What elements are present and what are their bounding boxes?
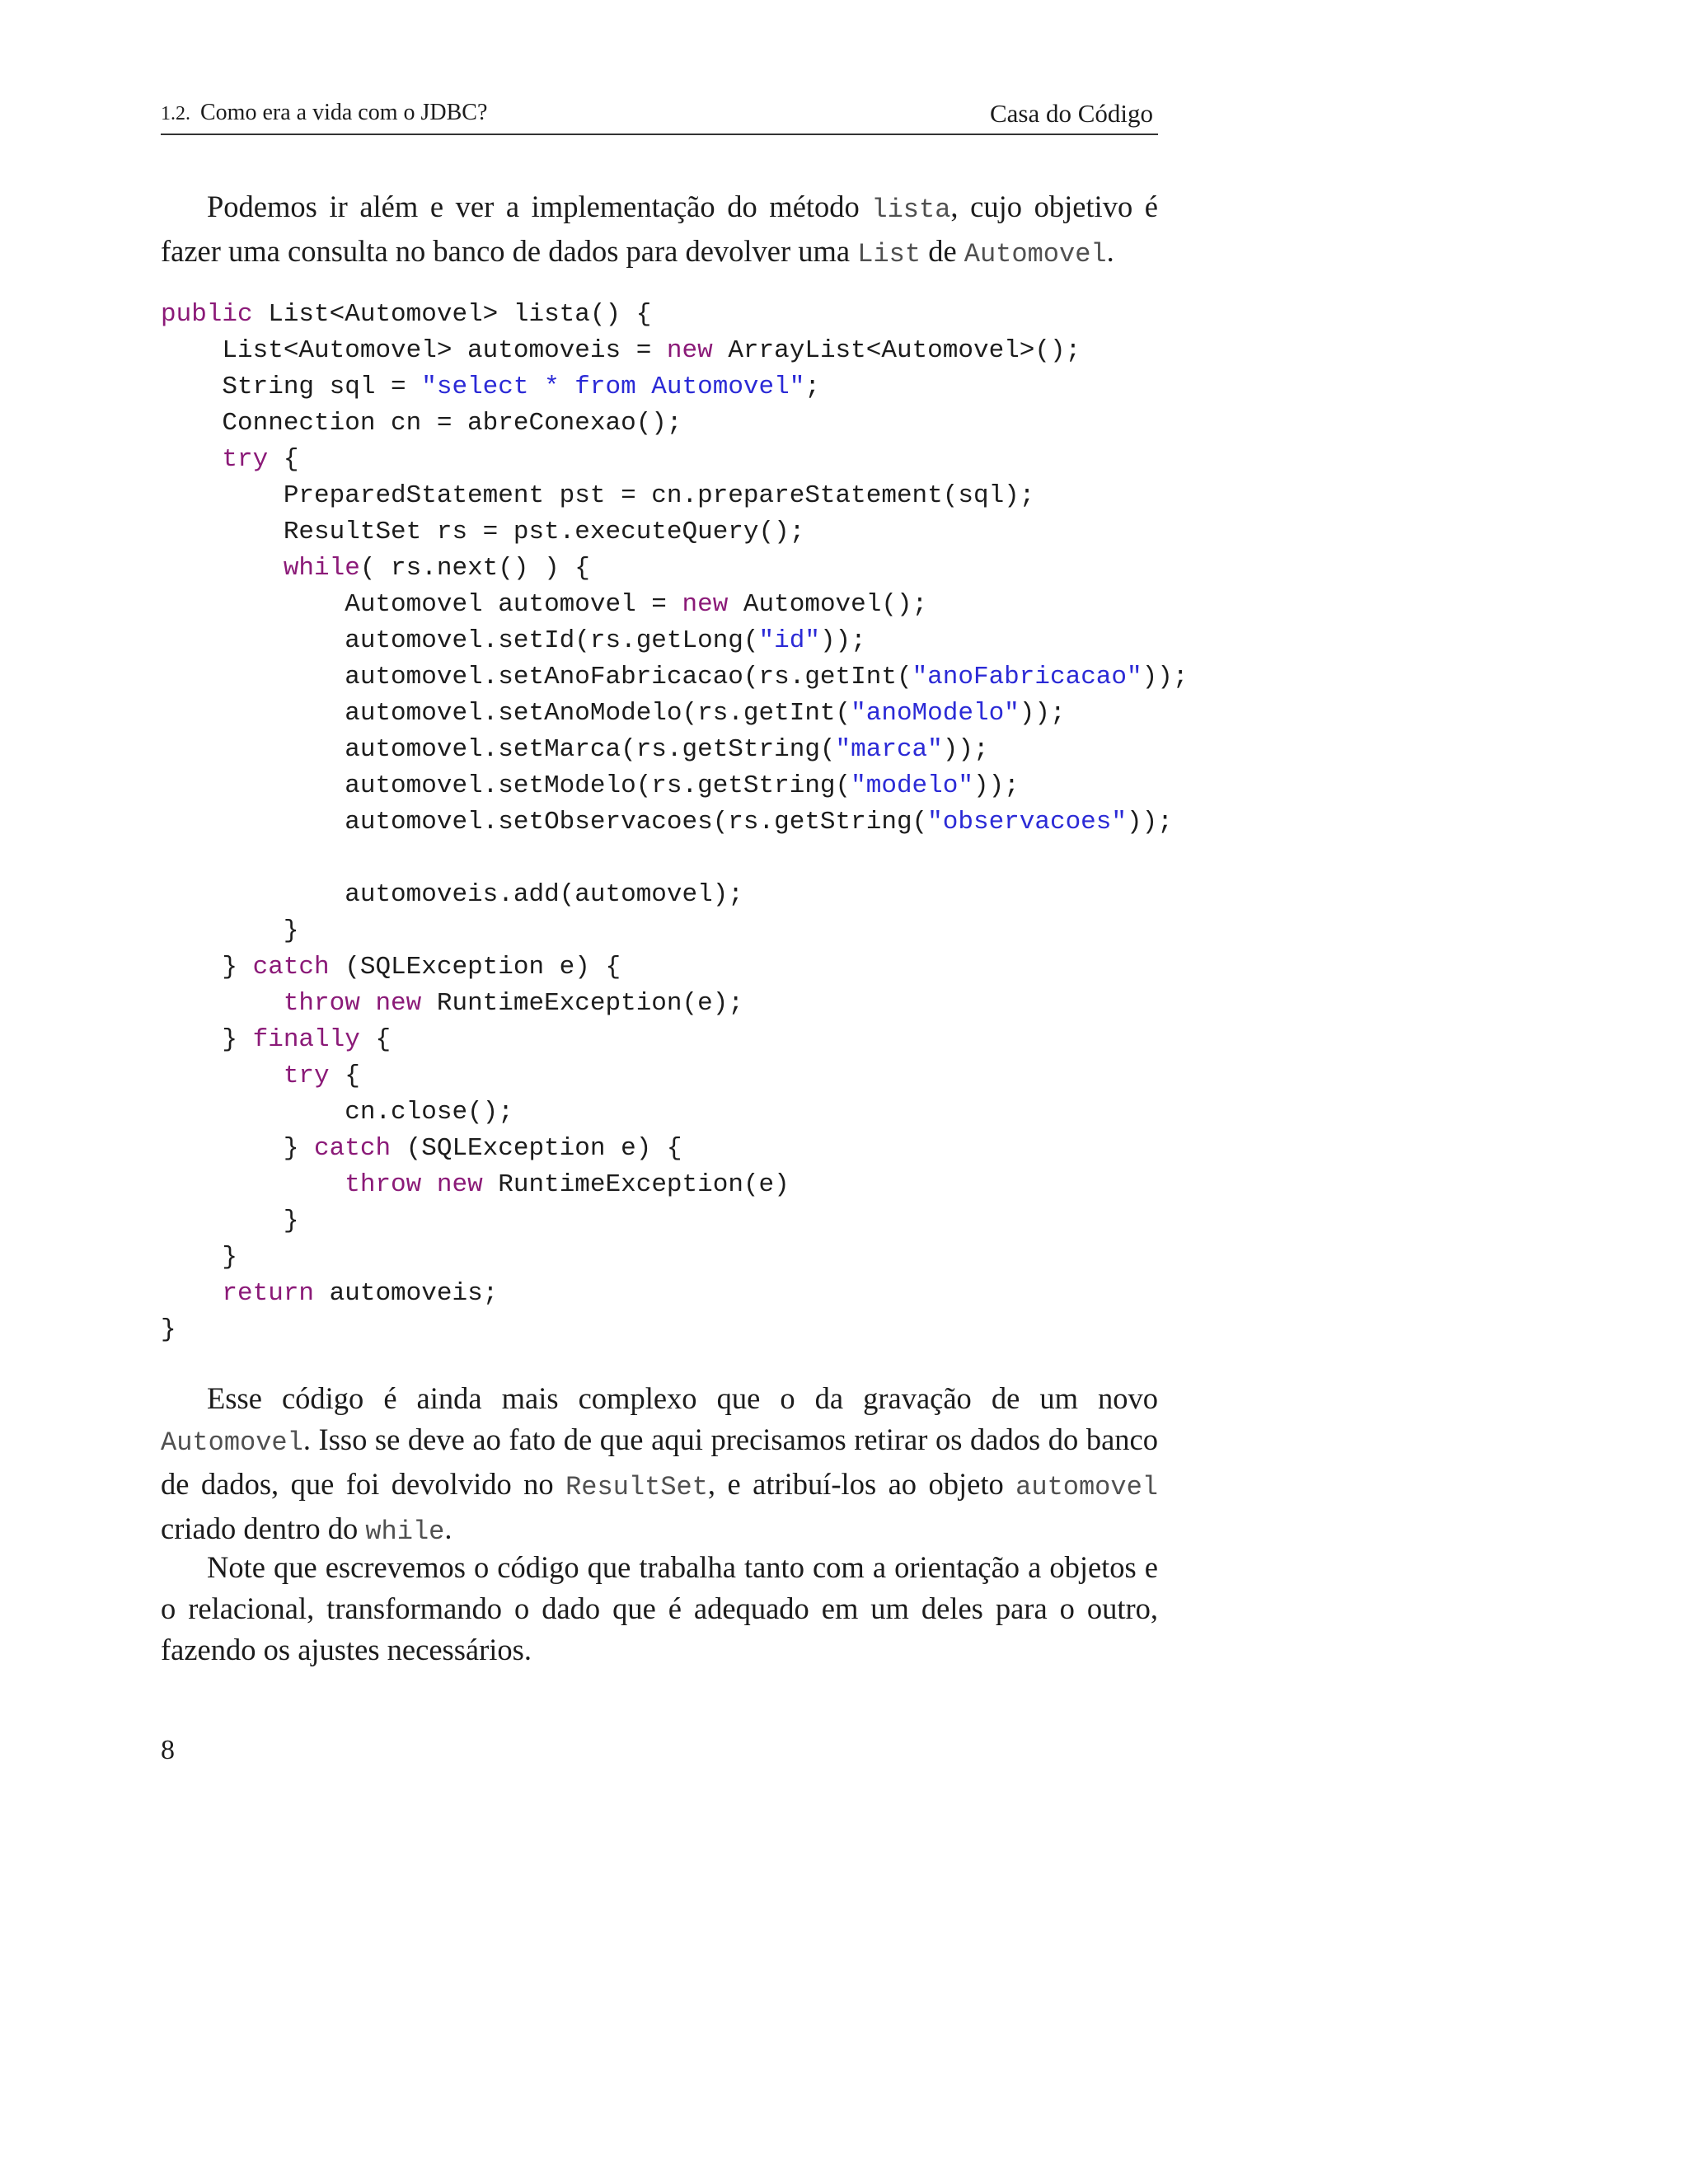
intro-paragraph: [161, 186, 1158, 275]
code-text: automovel.setObservacoes(rs.getString(: [161, 808, 928, 837]
code-text: }: [161, 953, 253, 982]
para2-text-1: Esse código é ainda mais complexo que o da gravação de um novo: [207, 1381, 1158, 1415]
code-text: {: [359, 1025, 392, 1054]
code-text: ));: [819, 626, 866, 655]
code-line: [161, 333, 1175, 369]
note-paragraph: [161, 1547, 1158, 1671]
code-text: automovel.setId(rs.getLong(: [161, 626, 759, 655]
intro-text-1: Podemos ir além e ver a implementação do método: [207, 190, 872, 223]
code-keyword: new: [666, 336, 713, 365]
section-title: Como era a vida com o JDBC?: [200, 100, 488, 125]
code-line: [161, 732, 1175, 768]
code-text: Automovel automovel =: [161, 590, 682, 619]
explanation-paragraph: [161, 1378, 1158, 1553]
code-string: "observacoes": [927, 808, 1127, 837]
code-line: [161, 623, 1175, 659]
code-text: automoveis.add(automovel);: [161, 880, 743, 909]
code-line: [161, 551, 1175, 587]
code-text: }: [161, 1315, 176, 1344]
code-text: [161, 989, 284, 1018]
code-line: [161, 1131, 1175, 1167]
code-text: ));: [1142, 663, 1189, 691]
section-number: 1.2.: [161, 103, 190, 124]
code-keyword: return: [222, 1279, 315, 1308]
code-text: automovel.setAnoFabricacao(rs.getInt(: [161, 663, 912, 691]
code-text: ResultSet rs = pst.executeQuery();: [161, 518, 805, 546]
inline-code-automovel: Automovel: [964, 239, 1107, 269]
code-string: "anoFabricacao": [912, 663, 1142, 691]
code-line: [161, 514, 1175, 551]
code-line: [161, 1167, 1175, 1203]
code-line: [161, 768, 1175, 804]
inline-code-automovel-var: automovel: [1015, 1472, 1158, 1502]
code-line: [161, 297, 1175, 333]
code-string: "id": [758, 626, 820, 655]
code-text: }: [161, 1025, 253, 1054]
code-string: "select * from Automovel": [421, 373, 805, 401]
code-text: automovel.setMarca(rs.getString(: [161, 735, 836, 764]
code-text: {: [268, 445, 299, 474]
code-string: "marca": [835, 735, 943, 764]
code-line: [161, 442, 1175, 478]
code-text: List<Automovel> automoveis =: [161, 336, 667, 365]
code-text: ));: [973, 771, 1020, 800]
code-text: ( rs.next() ) {: [359, 554, 590, 583]
code-listing: [161, 297, 1189, 1348]
inline-code-automovel-class: Automovel: [161, 1427, 303, 1458]
code-text: [161, 1170, 345, 1199]
code-text: [161, 445, 222, 474]
code-line: [161, 913, 1175, 949]
code-text: ));: [1019, 699, 1066, 728]
code-text: Connection cn = abreConexao();: [161, 409, 682, 438]
code-keyword: catch: [314, 1134, 392, 1163]
code-text: (SQLException e) {: [391, 1134, 682, 1163]
code-text: ArrayList<Automovel>();: [712, 336, 1081, 365]
inline-code-while: while: [365, 1516, 445, 1547]
code-keyword: while: [283, 554, 360, 583]
code-keyword: try: [283, 1062, 330, 1090]
code-string: "anoModelo": [851, 699, 1020, 728]
code-text: }: [161, 916, 299, 945]
para2-text-5: .: [444, 1511, 452, 1545]
code-text: [161, 554, 284, 583]
code-line: [161, 1022, 1175, 1058]
running-header: [161, 97, 1158, 135]
code-text: {: [329, 1062, 360, 1090]
code-text: ));: [942, 735, 989, 764]
code-text: String sql =: [161, 373, 422, 401]
para2-text-2: . Isso se deve ao fato de que aqui precisamos retirar os dados do banco de dados, que foi devolvido no: [161, 1422, 1158, 1501]
code-text: List<Automovel> lista() {: [252, 300, 652, 329]
code-line: [161, 841, 1175, 877]
intro-text-2: , cujo objetivo é fazer uma consulta no banco de dados para devolver uma: [161, 190, 1158, 268]
code-text: }: [161, 1243, 238, 1272]
code-text: automoveis;: [314, 1279, 499, 1308]
code-line: [161, 587, 1175, 623]
code-keyword: finally: [252, 1025, 360, 1054]
code-line: [161, 478, 1175, 514]
code-text: [161, 1279, 222, 1308]
code-string: "modelo": [851, 771, 973, 800]
code-text: cn.close();: [161, 1098, 513, 1127]
code-keyword: try: [222, 445, 269, 474]
note-text: Note que escrevemos o código que trabalha tanto com a orientação a objetos e o relacional, transformando o dado que é adequado em um deles para o outro, fazendo os ajustes necessários.: [161, 1550, 1158, 1666]
code-line: [161, 1240, 1175, 1276]
code-line: [161, 949, 1175, 986]
code-text: (SQLException e) {: [329, 953, 621, 982]
code-line: [161, 1094, 1175, 1131]
code-line: [161, 804, 1175, 841]
code-line: [161, 1058, 1175, 1094]
inline-code-lista: lista: [871, 194, 951, 225]
code-keyword: throw new: [345, 1170, 483, 1199]
code-keyword: public: [161, 300, 253, 329]
code-line: [161, 1203, 1175, 1240]
code-line: [161, 1276, 1175, 1312]
code-text: [161, 1062, 284, 1090]
intro-text-4: .: [1106, 234, 1114, 268]
code-text: ;: [804, 373, 820, 401]
para2-text-3: , e atribuí-los ao objeto: [707, 1467, 1016, 1501]
code-keyword: catch: [252, 953, 330, 982]
code-text: RuntimeException(e): [482, 1170, 790, 1199]
code-line: [161, 405, 1175, 442]
code-keyword: throw new: [283, 989, 422, 1018]
inline-code-list: List: [857, 239, 921, 269]
code-line: [161, 369, 1175, 405]
code-keyword: new: [682, 590, 729, 619]
code-line: [161, 1312, 1175, 1348]
code-line: [161, 877, 1175, 913]
inline-code-resultset: ResultSet: [565, 1472, 708, 1502]
code-text: }: [161, 1134, 315, 1163]
code-line: [161, 659, 1189, 696]
code-text: RuntimeException(e);: [421, 989, 743, 1018]
code-text: automovel.setModelo(rs.getString(: [161, 771, 851, 800]
code-text: Automovel();: [728, 590, 928, 619]
code-text: ));: [1127, 808, 1173, 837]
book-title: Casa do Código: [989, 99, 1153, 128]
code-line: [161, 696, 1175, 732]
para2-text-4: criado dentro do: [161, 1511, 366, 1545]
code-text: }: [161, 1207, 299, 1235]
code-text: PreparedStatement pst = cn.prepareStatement(sql);: [161, 481, 1035, 510]
code-line: [161, 986, 1175, 1022]
intro-text-3: de: [921, 234, 964, 268]
code-text: automovel.setAnoModelo(rs.getInt(: [161, 699, 851, 728]
page-number: 8: [161, 1735, 175, 1765]
header-section: [161, 95, 487, 132]
